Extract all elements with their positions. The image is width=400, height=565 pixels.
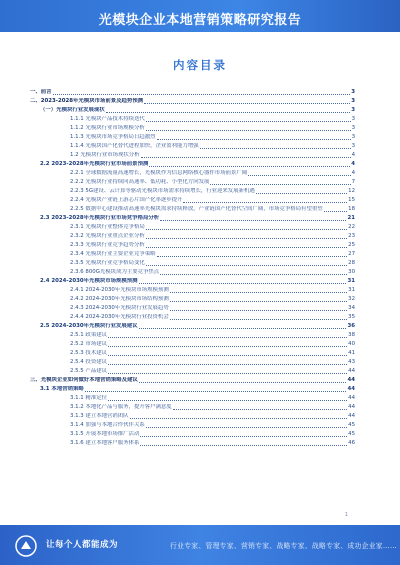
toc-entry-title: 2.5.4 投资建议 (70, 359, 107, 366)
toc-entry-title: 3.1.2 本地化产品与服务，提升客户满意度 (70, 404, 172, 411)
toc-leader-dots (141, 153, 351, 158)
toc-entry-title: 2.4.1 2024-2030年光模块市场规模预测 (70, 287, 169, 294)
toc-entry-title: 2.3.2 光模块行业重点企业分析 (70, 233, 145, 240)
toc-entry-title: 2.5.1 政策建议 (70, 332, 107, 339)
toc-entry-page: 15 (348, 197, 355, 204)
toc-leader-dots (53, 90, 351, 95)
toc-entry-title: 2.3 2023-2028年光模块行业市场竞争格局分析 (40, 215, 160, 222)
toc-leader-dots (108, 342, 347, 347)
toc-entry-page: 27 (348, 251, 355, 258)
toc-entry-page: 3 (351, 89, 355, 96)
toc-entry-page: 45 (348, 422, 355, 429)
toc-leader-dots (140, 441, 347, 446)
toc-entry-title: 1.2 光模块行业市场现状分析 (70, 152, 140, 159)
toc-entry-page: 3 (351, 98, 355, 105)
toc-leader-dots (170, 306, 347, 311)
toc-entry[interactable] (70, 250, 355, 257)
toc-entry-title: 1.1.2 光模块行业市场规模分析 (70, 125, 145, 132)
toc-entry-title: 3.1.1 精准定位 (70, 395, 107, 402)
toc-leader-dots (248, 171, 350, 176)
toc-entry[interactable] (70, 367, 355, 374)
toc-entry[interactable] (70, 421, 355, 428)
toc-entry[interactable] (70, 295, 355, 302)
toc-entry[interactable] (70, 115, 355, 122)
toc-entry-title: 2.2.3 5G建设、云计算等驱动光模块市场需求持续增长，行业迎来发展新机遇 (70, 188, 255, 195)
toc-entry-title: 2.5 2024-2030年光模块行业发展建议 (40, 323, 138, 330)
toc-entry[interactable] (70, 133, 355, 140)
toc-entry[interactable] (40, 214, 355, 221)
toc-leader-dots (85, 387, 347, 392)
toc-leader-dots (108, 396, 347, 401)
toc-entry-page: 44 (348, 368, 355, 375)
toc-leader-dots (130, 414, 348, 419)
toc-entry[interactable] (40, 160, 355, 167)
footer-slogan: 让每个人都能成为 (46, 540, 119, 550)
toc-entry[interactable] (70, 169, 355, 176)
toc-entry[interactable] (70, 142, 355, 149)
toc-entry-page: 44 (348, 404, 355, 411)
toc-leader-dots (200, 144, 351, 149)
toc-leader-dots (140, 432, 347, 437)
toc-entry-page: 21 (347, 215, 355, 222)
toc-entry-page: 41 (348, 350, 355, 357)
toc-entry[interactable] (70, 205, 355, 212)
toc-leader-dots (106, 108, 351, 113)
toc-entry-title: 2.4.3 2024-2030年光模块行业发展趋势 (70, 305, 169, 312)
toc-entry-title: 2.2.2 光模块行业持续向高速率、低功耗、小型化方向发展 (70, 179, 210, 186)
toc-entry[interactable] (70, 430, 355, 437)
toc-entry[interactable] (70, 151, 355, 158)
toc-entry-title: 2.2 2023-2028年光模块行业市场前景预测 (40, 161, 149, 168)
toc-entry[interactable] (30, 97, 355, 104)
toc-entry-page: 44 (347, 386, 355, 393)
toc-leader-dots (170, 297, 347, 302)
page-header (0, 0, 400, 32)
toc-leader-dots (160, 216, 346, 221)
toc-entry[interactable] (70, 187, 355, 194)
brand-logo-icon (15, 535, 37, 557)
toc-entry-title: 2.3.6 800G光模块成为主要竞争焦点 (70, 269, 160, 276)
toc-leader-dots (139, 324, 347, 329)
toc-entry-title: 2.5.2 市场建议 (70, 341, 107, 348)
toc-entry-title: 2.3.4 光模块行业主要企业竞争策略 (70, 251, 156, 258)
toc-entry-title: 2.5.3 技术建议 (70, 350, 107, 357)
toc-leader-dots (160, 270, 347, 275)
toc-entry-title: 2.3.1 光模块行业整体竞争格局 (70, 224, 145, 231)
toc-leader-dots (139, 279, 347, 284)
toc-entry-title: 2.3.3 光模块行业竞争趋势分析 (70, 242, 145, 249)
toc-entry-title: 1.1.4 光模块国产化替代进程加快，企业盈利能力增强 (70, 143, 199, 150)
toc-leader-dots (146, 261, 347, 266)
toc-entry[interactable] (70, 178, 355, 185)
toc-leader-dots (144, 99, 350, 104)
toc-entry[interactable] (30, 88, 355, 95)
toc-leader-dots (108, 360, 347, 365)
footer-roles: 行业专家、管理专家、营销专家、战略专家、战略专家、成功企业家…… (170, 542, 398, 550)
toc-entry-page: 44 (348, 413, 355, 420)
toc-leader-dots (146, 234, 347, 239)
toc-entry-title: 3.1.6 建立本地客户服务体系 (70, 440, 140, 447)
toc-entry-page: 4 (351, 170, 355, 177)
toc-entry[interactable] (70, 358, 355, 365)
toc-entry-page: 45 (348, 431, 355, 438)
toc-entry-title: 二、2023-2028年光模块市场前景及趋势预测 (30, 98, 144, 105)
toc-entry-page: 3 (351, 134, 355, 141)
toc-entry[interactable] (70, 223, 355, 230)
toc-entry[interactable] (70, 403, 355, 410)
toc-entry[interactable] (70, 286, 355, 293)
toc-entry-title: 2.4 2024-2030年光模块市场规模预测 (40, 278, 138, 285)
toc-entry[interactable] (70, 349, 355, 356)
toc-entry[interactable] (30, 376, 355, 383)
toc-entry-title: 2.2.1 全球数据流量高速增长，光模块作为信息网络核心器件市场前景广阔 (70, 170, 248, 177)
toc-entry-title: 2.3.5 光模块行业竞争格局变化 (70, 260, 145, 267)
toc-leader-dots (108, 369, 347, 374)
toc-entry-page: 3 (351, 116, 355, 123)
toc-leader-dots (157, 135, 351, 140)
toc-leader-dots (146, 126, 351, 131)
toc-entry-page: 22 (348, 224, 355, 231)
toc-leader-dots (173, 405, 347, 410)
toc-heading: 内容目录 (173, 58, 227, 72)
toc-leader-dots (170, 288, 347, 293)
toc-entry-title: 1.1.1 光模块产品技术持续迭代 (70, 116, 145, 123)
toc-entry[interactable] (70, 340, 355, 347)
toc-entry-page: 38 (348, 332, 355, 339)
toc-entry[interactable] (70, 412, 355, 419)
toc-entry[interactable] (70, 232, 355, 239)
toc-entry-title: 3.1.4 加强与本地合作伙伴关系 (70, 422, 145, 429)
toc-entry-page: 34 (348, 305, 355, 312)
toc-entry-title: 3.1.5 开展本地市场推广活动 (70, 431, 140, 438)
toc-leader-dots (146, 243, 347, 248)
toc-entry-page: 3 (351, 125, 355, 132)
toc-entry[interactable] (40, 277, 355, 284)
toc-entry[interactable] (70, 241, 355, 248)
toc-entry-page: 32 (348, 296, 355, 303)
toc-leader-dots (149, 162, 350, 167)
toc-entry-page: 44 (347, 377, 355, 384)
toc-entry[interactable] (40, 385, 355, 392)
toc-leader-dots (183, 198, 347, 203)
toc-entry[interactable] (70, 304, 355, 311)
toc-entry-title: 2.4.4 2024-2030年光模块行业投资机会 (70, 314, 169, 321)
toc-entry-page: 4 (351, 161, 355, 168)
toc-leader-dots (108, 351, 347, 356)
page-footer (0, 525, 400, 565)
toc-entry-title: 一、前言 (30, 89, 52, 96)
toc-entry-title: 2.5.5 产品建议 (70, 368, 107, 375)
toc-entry[interactable] (40, 106, 355, 113)
toc-entry-page: 28 (348, 260, 355, 267)
toc-entry-page: 12 (348, 188, 355, 195)
toc-leader-dots (256, 189, 347, 194)
toc-entry-title: 3.1 本地营销策略 (40, 386, 84, 393)
toc-leader-dots (146, 117, 351, 122)
toc-entry[interactable] (40, 322, 355, 329)
toc-leader-dots (139, 378, 347, 383)
toc-entry-page: 3 (351, 143, 355, 150)
toc-leader-dots (146, 225, 347, 230)
toc-entry-page: 30 (348, 269, 355, 276)
toc-leader-dots (157, 252, 348, 257)
toc-entry-title: 3.1.3 建立本地营销团队 (70, 413, 129, 420)
toc-entry-title: （一）光模块行业发展现状 (40, 107, 105, 114)
toc-entry[interactable] (70, 313, 355, 320)
toc-entry[interactable] (70, 196, 355, 203)
toc-entry-page: 46 (348, 440, 355, 447)
toc-entry[interactable] (70, 268, 355, 275)
toc-entry-page: 31 (348, 287, 355, 294)
toc-entry[interactable] (70, 124, 355, 131)
toc-entry-page: 25 (348, 242, 355, 249)
toc-entry-page: 36 (347, 323, 355, 330)
toc-entry-page: 4 (351, 152, 355, 159)
toc-entry-page: 18 (348, 206, 355, 213)
page-number: 1 (344, 512, 348, 518)
toc-entry-title: 2.4.2 2024-2030年光模块市场结构预测 (70, 296, 169, 303)
toc-entry[interactable] (70, 331, 355, 338)
toc-leader-dots (146, 423, 347, 428)
toc-leader-dots (324, 207, 348, 212)
toc-entry-page: 31 (347, 278, 355, 285)
toc-entry-title: 2.2.5 数据中心建设推动高速率光模块需求持续释放，产业链国产化替代空间广阔，市场竞争格局有望重塑 (70, 206, 323, 213)
toc-entry-page: 3 (351, 107, 355, 114)
toc-entry-page: 44 (348, 395, 355, 402)
toc-entry-page: 7 (351, 179, 355, 186)
toc-entry-title: 2.2.4 光模块产业链上游芯片国产化率逐步提升 (70, 197, 183, 204)
toc-entry[interactable] (70, 259, 355, 266)
toc-entry-title: 三、光模块企业如何做好本地营销策略及建议 (30, 377, 138, 384)
toc-leader-dots (210, 180, 350, 185)
toc-leader-dots (108, 333, 347, 338)
toc-entry[interactable] (70, 439, 355, 446)
toc-entry-page: 35 (348, 314, 355, 321)
toc-entry-page: 43 (348, 359, 355, 366)
toc-leader-dots (170, 315, 347, 320)
toc-entry-page: 40 (348, 341, 355, 348)
toc-entry[interactable] (70, 394, 355, 401)
report-title: 光模块企业本地营销策略研究报告 (98, 13, 302, 28)
toc-entry-title: 1.1.3 光模块市场竞争格局日趋激烈 (70, 134, 156, 141)
toc-entry-page: 23 (348, 233, 355, 240)
